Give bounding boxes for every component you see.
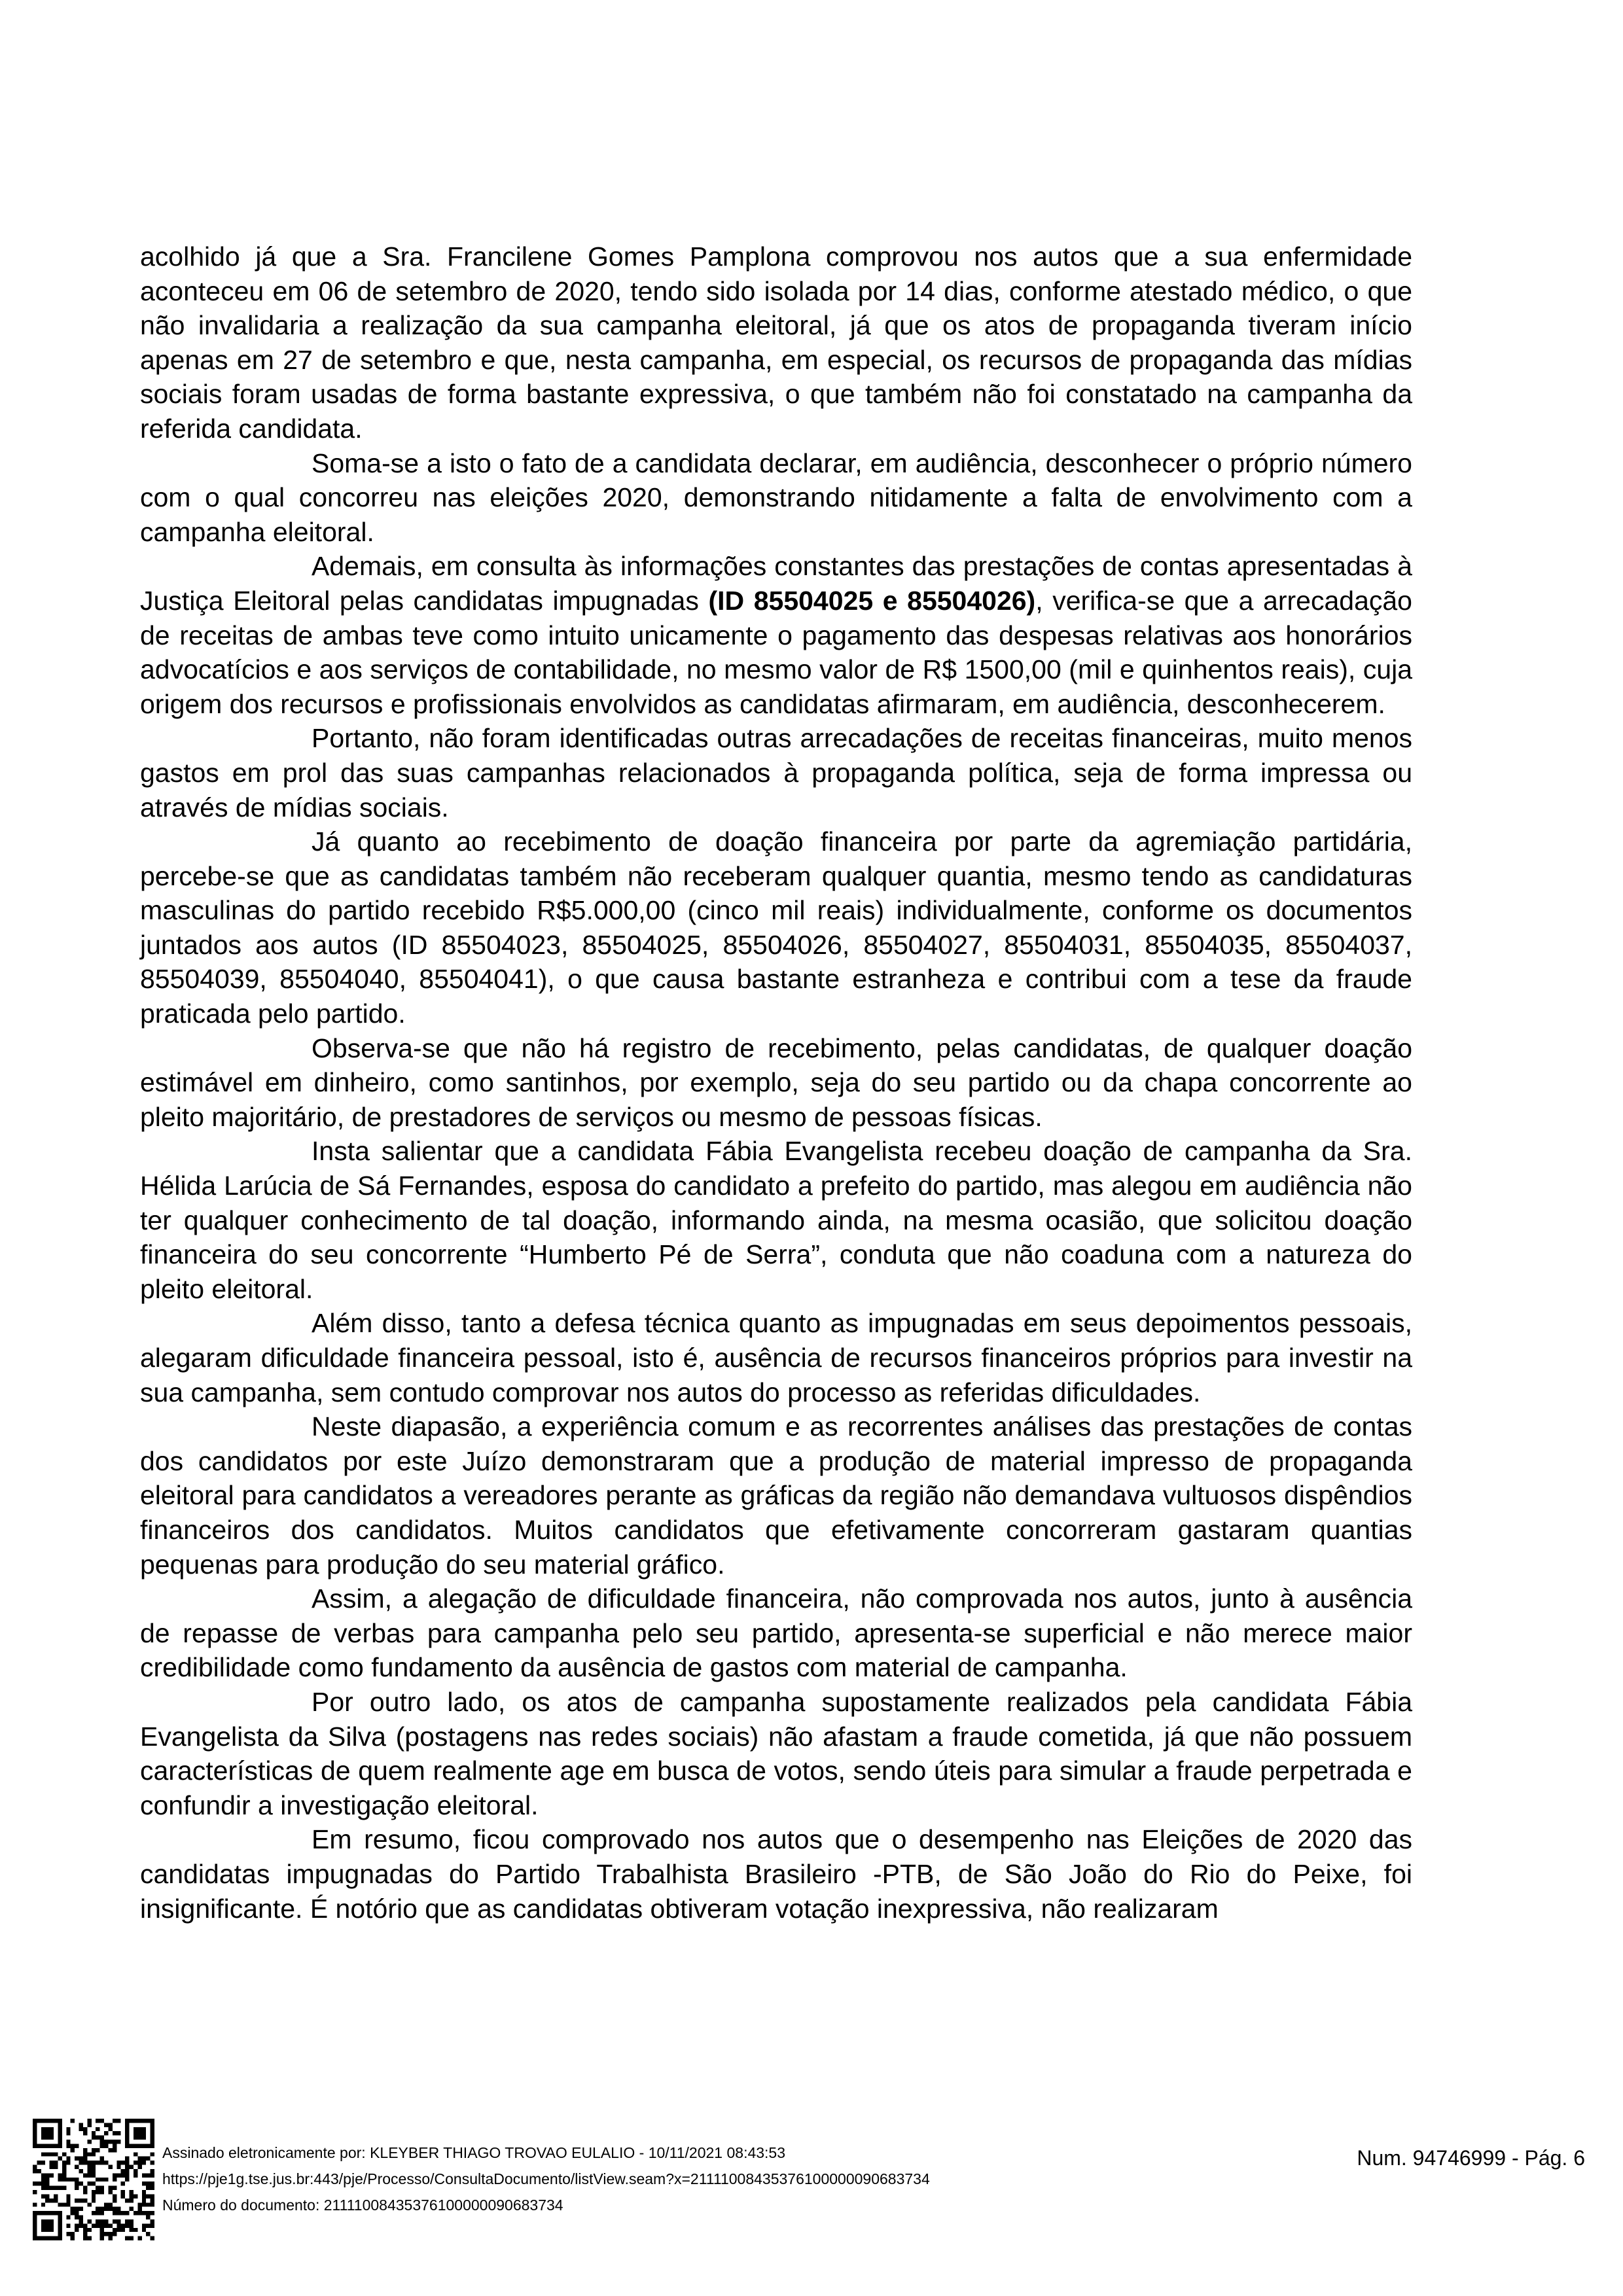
signature-line: Assinado eletronicamente por: KLEYBER THIAGO TROVAO EULALIO - 10/11/2021 08:43:53 <box>162 2144 786 2161</box>
paragraph-text: Neste diapasão, a experiência comum e as recorrentes análises das prestações de contas dos candidatos por este Juízo demonstraram que a produção de material impresso de propaganda eleitoral para candidatos a vereadores perante as gráficas da região não demandava vultuosos dispêndios financeiros dos candidatos. Muitos candidatos que efetivamente concorreram gastaram quantias pequenas para produção do seu material gráfico. <box>140 1411 1412 1580</box>
document-body <box>140 239 1412 1926</box>
paragraph <box>140 239 1412 446</box>
paragraph-text: Assim, a alegação de dificuldade financeira, não comprovada nos autos, junto à ausência de repasse de verbas para campanha pelo seu partido, apresenta-se superficial e não merece maior credibilidade como fundamento da ausência de gastos com material de campanha. <box>140 1583 1412 1683</box>
paragraph <box>140 824 1412 1031</box>
paragraph-text: Já quanto ao recebimento de doação financeira por parte da agremiação partidária, percebe-se que as candidatas também não receberam qualquer quantia, mesmo tendo as candidaturas masculinas do partido recebido R$5.000,00 (cinco mil reais) individualmente, conforme os documentos juntados aos autos (ID 85504023, 85504025, 85504026, 85504027, 85504031, 85504035, 85504037, 85504039, 85504040, 85504041), o que causa bastante estranheza e contribui com a tese da fraude praticada pelo partido. <box>140 826 1412 1029</box>
paragraph-text: acolhido já que a Sra. Francilene Gomes Pamplona comprovou nos autos que a sua enfermidade aconteceu em 06 de setembro de 2020, tendo sido isolada por 14 dias, conforme atestado médico, o que não invalidaria a realização da sua campanha eleitoral, já que os atos de propaganda tiveram início apenas em 27 de setembro e que, nesta campanha, em especial, os recursos de propaganda das mídias sociais foram usadas de forma bastante expressiva, o que também não foi constatado na campanha da referida candidata. <box>140 241 1412 444</box>
paragraph-text: Insta salientar que a candidata Fábia Evangelista recebeu doação de campanha da Sra. Hélida Larúcia de Sá Fernandes, esposa do candidato a prefeito do partido, mas alegou em audiência não ter qualquer conhecimento de tal doação, informando ainda, na mesma ocasião, que solicitou doação financeira do seu concorrente “Humberto Pé de Serra”, conduta que não coaduna com a natureza do pleito eleitoral. <box>140 1136 1412 1304</box>
document-url[interactable]: https://pje1g.tse.jus.br:443/pje/Processo/ConsultaDocumento/listView.seam?x=21111008435376100000090683734 <box>162 2170 930 2187</box>
paragraph-text: , verifica-se que a arrecadação de receitas de ambas teve como intuito unicamente o pagamento das despesas relativas aos honorários advocatícios e aos serviços de contabilidade, no mesmo valor de R$ 1500,00 (mil e quinhentos reais), cuja origem dos recursos e profissionais envolvidos as candidatas afirmaram, em audiência, desconhecerem. <box>140 585 1412 719</box>
paragraph-text: Além disso, tanto a defesa técnica quanto as impugnadas em seus depoimentos pessoais, alegaram dificuldade financeira pessoal, isto é, ausência de recursos financeiros próprios para investir na sua campanha, sem contudo comprovar nos autos do processo as referidas dificuldades. <box>140 1308 1412 1407</box>
paragraph-text: Em resumo, ficou comprovado nos autos que o desempenho nas Eleições de 2020 das candidatas impugnadas do Partido Trabalhista Brasileiro -PTB, de São João do Rio do Peixe, foi insignificante. É notório que as candidatas obtiveram votação inexpressiva, não realizaram <box>140 1824 1412 1924</box>
paragraph <box>140 721 1412 824</box>
paragraph <box>140 1822 1412 1926</box>
page-number: Num. 94746999 - Pág. 6 <box>1357 2146 1585 2170</box>
paragraph-text: Soma-se a isto o fato de a candidata declarar, em audiência, desconhecer o próprio número com o qual concorreu nas eleições 2020, demonstrando nitidamente a falta de envolvimento com a campanha eleitoral. <box>140 448 1412 547</box>
paragraph <box>140 446 1412 550</box>
paragraph <box>140 1409 1412 1581</box>
qr-code-icon <box>33 2119 154 2240</box>
paragraph <box>140 1581 1412 1685</box>
paragraph <box>140 1306 1412 1409</box>
paragraph-text: Observa-se que não há registro de recebimento, pelas candidatas, de qualquer doação estimável em dinheiro, como santinhos, por exemplo, seja do seu partido ou da chapa concorrente ao pleito majoritário, de prestadores de serviços ou mesmo de pessoas físicas. <box>140 1033 1412 1132</box>
paragraph <box>140 1685 1412 1822</box>
paragraph <box>140 1031 1412 1135</box>
paragraph <box>140 1134 1412 1306</box>
paragraph-text: Ademais, em consulta às informações constantes das prestações de contas apresentadas à Justiça Eleitoral pelas candidatas impugnadas <box>140 551 1412 616</box>
document-number: Número do documento: 21111008435376100000090683734 <box>162 2197 563 2214</box>
paragraph <box>140 549 1412 721</box>
paragraph-text: Por outro lado, os atos de campanha supostamente realizados pela candidata Fábia Evangelista da Silva (postagens nas redes sociais) não afastam a fraude cometida, já que não possuem características de quem realmente age em busca de votos, sendo úteis para simular a fraude perpetrada e confundir a investigação eleitoral. <box>140 1686 1412 1820</box>
bold-reference: (ID 85504025 e 85504026) <box>708 585 1036 616</box>
paragraph-text: Portanto, não foram identificadas outras arrecadações de receitas financeiras, muito menos gastos em prol das suas campanhas relacionados à propaganda política, seja de forma impressa ou através de mídias sociais. <box>140 723 1412 822</box>
